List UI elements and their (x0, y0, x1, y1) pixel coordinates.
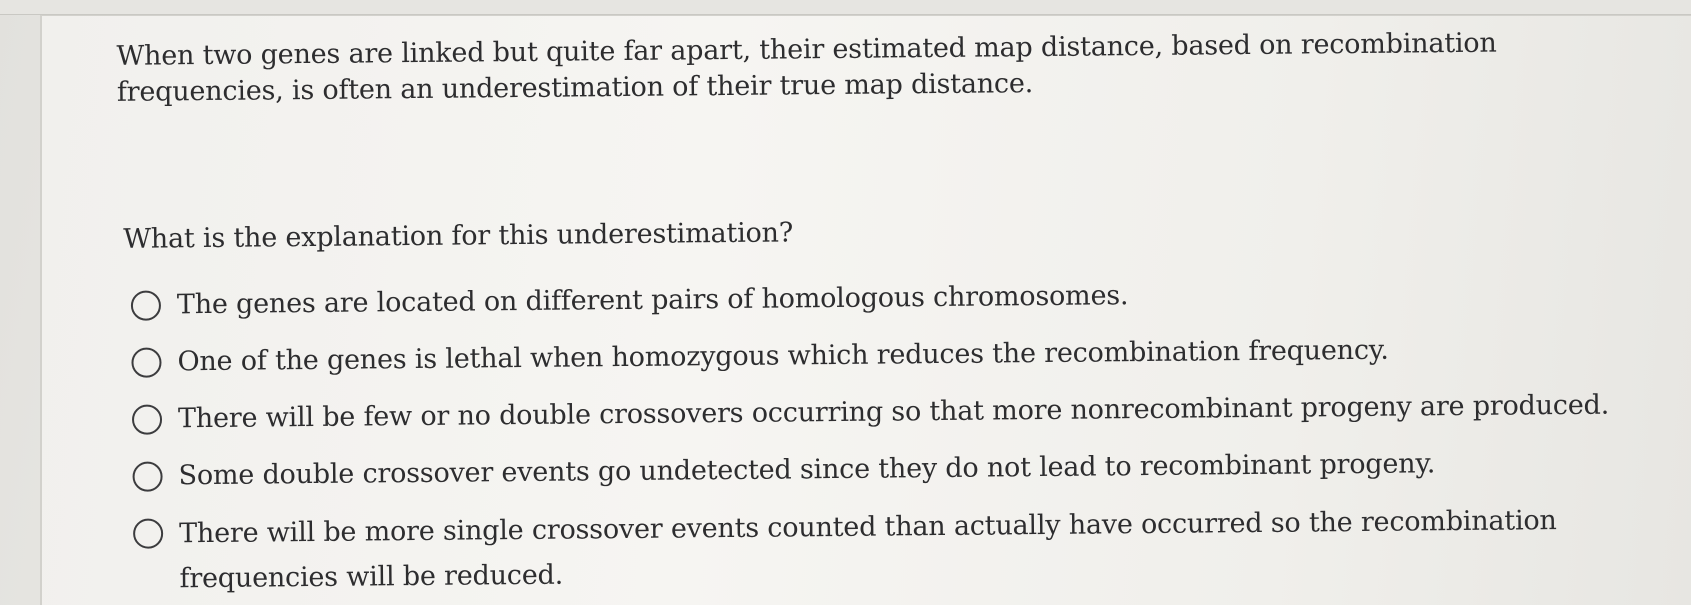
question-prompt: What is the explanation for this underestimation? (123, 217, 794, 255)
answer-option-label: There will be few or no double crossovers occurring so that more nonrecombinant progeny are produced. (177, 389, 1610, 435)
radio-button-icon[interactable] (132, 461, 162, 491)
answer-option-label: Some double crossover events go undetected since they do not lead to recombinant progeny. (178, 448, 1436, 492)
answer-option-5[interactable] (133, 502, 1634, 601)
radio-button-icon[interactable] (132, 404, 162, 434)
answer-option-label: There will be more single crossover events counted than actually have occurred so the recombination frequencies will be reduced. (178, 505, 1557, 595)
answer-option-1[interactable] (131, 274, 1631, 322)
answer-option-label: One of the genes is lethal when homozygous which reduces the recombination frequency. (177, 334, 1389, 378)
answer-option-4[interactable] (132, 445, 1632, 493)
answer-option-2[interactable] (131, 331, 1631, 379)
answer-options (131, 274, 1634, 605)
answer-option-3[interactable] (132, 388, 1632, 436)
radio-button-icon[interactable] (133, 518, 163, 548)
radio-button-icon[interactable] (131, 347, 161, 377)
radio-button-icon[interactable] (131, 290, 161, 320)
question-intro: When two genes are linked but quite far apart, their estimated map distance, based on recombination frequencies, is often an underestimation of their true map distance. (116, 27, 1497, 108)
answer-option-label: The genes are located on different pairs of homologous chromosomes. (176, 280, 1129, 321)
